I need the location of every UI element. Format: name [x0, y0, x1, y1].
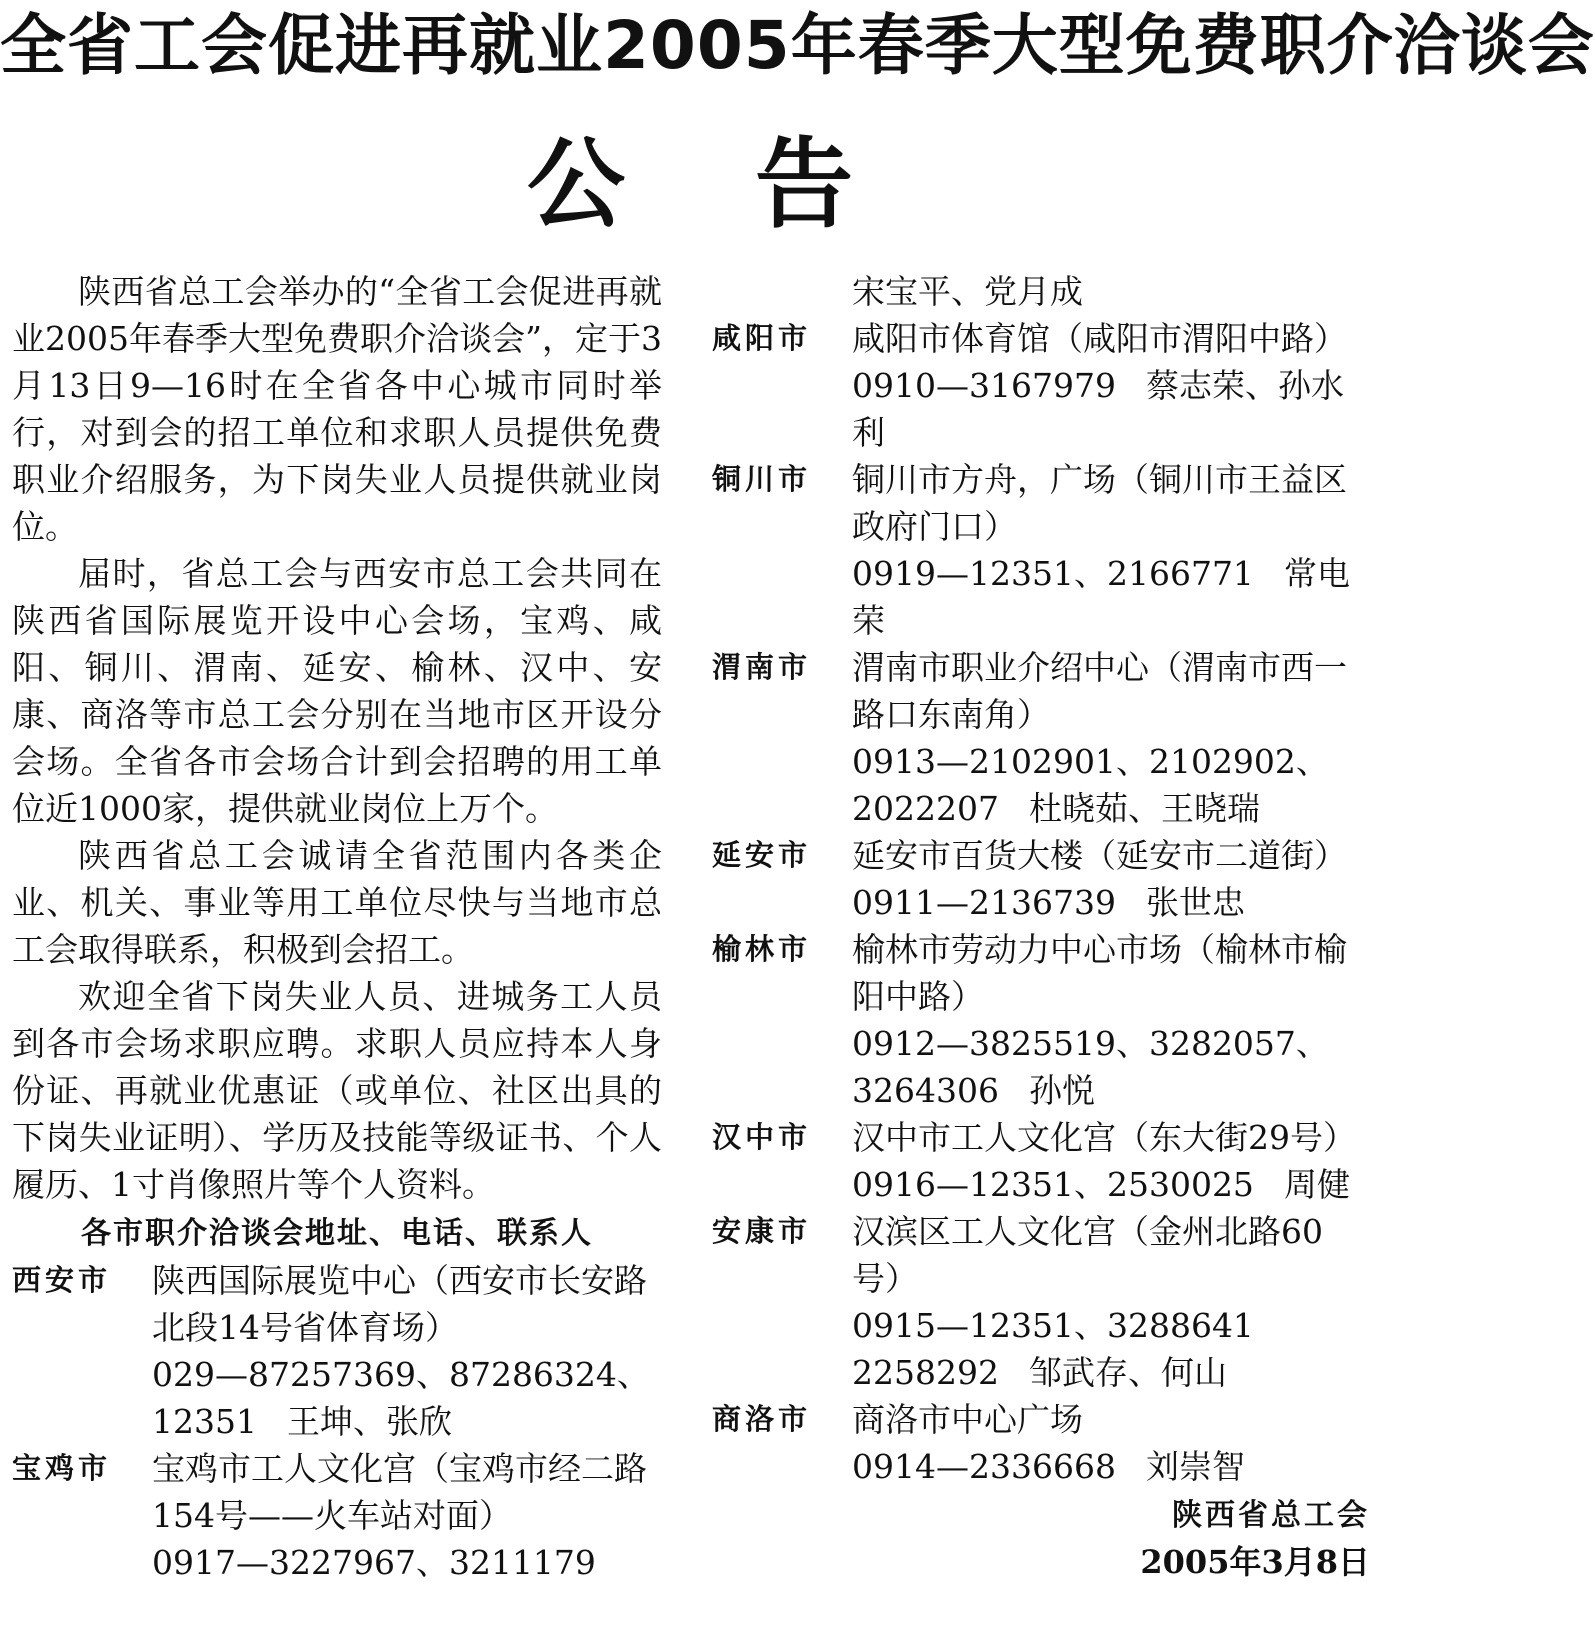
city-contacts: 邹武存、何山	[1028, 1353, 1227, 1392]
city-name: 商洛市	[712, 1402, 812, 1436]
city-entry-yanan	[712, 832, 1370, 926]
city-address: 陕西国际展览中心（西安市长安路北段14号省体育场）	[152, 1261, 647, 1347]
city-phone: 029—87257369、87286324、12351	[152, 1355, 650, 1441]
city-name: 铜川市	[712, 462, 812, 496]
city-entry-yulin	[712, 926, 1370, 1114]
city-address: 渭南市职业介绍中心（渭南市西一路口东南角）	[852, 648, 1347, 734]
city-phone: 0917—3227967、3211179	[152, 1543, 596, 1582]
city-contacts: 张世忠	[1145, 883, 1245, 922]
right-column	[712, 268, 1370, 1586]
issue-date: 2005年3月8日	[1140, 1543, 1370, 1581]
headline: 全省工会促进再就业2005年春季大型免费职介洽谈会	[0, 7, 1595, 84]
city-entry-baoji-cont	[712, 268, 1370, 315]
city-entry-xianyang	[712, 315, 1370, 456]
city-address: 咸阳市体育馆（咸阳市渭阳中路）	[852, 319, 1347, 358]
city-name: 渭南市	[712, 650, 812, 684]
paragraph-4: 欢迎全省下岗失业人员、进城务工人员到各市会场求职应聘。求职人员应持本人身份证、再就业优惠证（或单位、社区出具的下岗失业证明）、学历及技能等级证书、个人履历、1寸肖像照片等个人资料。	[12, 977, 662, 1204]
city-entry-weinan	[712, 644, 1370, 832]
city-contacts: 蔡志荣、孙水利	[852, 366, 1344, 452]
city-address: 汉滨区工人文化宫（金州北路60号）	[852, 1212, 1323, 1298]
city-phone: 0915—12351、3288641 2258292	[852, 1306, 1254, 1392]
left-column	[12, 268, 662, 1586]
city-contacts: 周健	[1283, 1165, 1350, 1204]
contact-list-title: 各市职介洽谈会地址、电话、联系人	[81, 1216, 593, 1251]
paragraph-2: 届时，省总工会与西安市总工会共同在陕西省国际展览开设中心会场，宝鸡、咸阳、铜川、渭南、延安、榆林、汉中、安康、商洛等市总工会分别在当地市区开设分会场。全省各市会场合计到会招聘的用工单位近1000家，提供就业岗位上万个。	[12, 554, 662, 828]
city-address: 榆林市劳动力中心市场（榆林市榆阳中路）	[852, 930, 1347, 1016]
city-address: 汉中市工人文化宫（东大街29号）	[852, 1118, 1356, 1157]
paragraph-1: 陕西省总工会举办的“全省工会促进再就业2005年春季大型免费职介洽谈会”，定于3月13日9—16时在全省各中心城市同时举行，对到会的招工单位和求职人员提供免费职业介绍服务，为下岗失业人员提供就业岗位。	[12, 272, 662, 546]
city-phone: 0919—12351、2166771	[852, 554, 1254, 593]
city-name: 咸阳市	[712, 321, 812, 355]
city-entry-ankang	[712, 1208, 1370, 1396]
city-phone: 0912—3825519、3282057、3264306	[852, 1024, 1329, 1110]
city-contacts: 孙悦	[1028, 1071, 1095, 1110]
subtitle: 公告	[526, 128, 983, 242]
city-address: 商洛市中心广场	[852, 1400, 1083, 1439]
city-entry-shangluo	[712, 1396, 1370, 1490]
paragraph-3: 陕西省总工会诚请全省范围内各类企业、机关、事业等用工单位尽快与当地市总工会取得联系，积极到会招工。	[12, 836, 662, 969]
city-contacts: 刘崇智	[1145, 1447, 1245, 1486]
city-contacts: 宋宝平、党月成	[852, 272, 1083, 311]
city-phone: 0910—3167979	[852, 366, 1116, 405]
city-phone: 0914—2336668	[852, 1447, 1116, 1486]
city-entry-baoji	[12, 1445, 662, 1586]
city-contacts: 王坤、张欣	[286, 1402, 452, 1441]
city-phone: 0916—12351、2530025	[852, 1165, 1254, 1204]
city-phone: 0911—2136739	[852, 883, 1116, 922]
city-entry-hanzhong	[712, 1114, 1370, 1208]
city-phone: 0913—2102901、2102902、2022207	[852, 742, 1329, 828]
city-entry-xian	[12, 1257, 662, 1445]
city-entry-tongchuan	[712, 456, 1370, 644]
city-address: 延安市百货大楼（延安市二道街）	[852, 836, 1347, 875]
issuer-signature: 陕西省总工会	[1172, 1498, 1370, 1533]
city-name: 宝鸡市	[12, 1451, 112, 1485]
city-name: 延安市	[712, 838, 812, 872]
city-name: 汉中市	[712, 1120, 812, 1154]
city-contacts: 杜晓茹、王晓瑞	[1028, 789, 1260, 828]
city-name: 榆林市	[712, 932, 812, 966]
city-address: 铜川市方舟，广场（铜川市王益区政府门口）	[852, 460, 1347, 546]
city-contacts: 常电荣	[852, 554, 1350, 640]
city-name: 西安市	[12, 1263, 112, 1297]
city-address: 宝鸡市工人文化宫（宝鸡市经二路154号——火车站对面）	[152, 1449, 647, 1535]
city-name: 安康市	[712, 1214, 812, 1248]
